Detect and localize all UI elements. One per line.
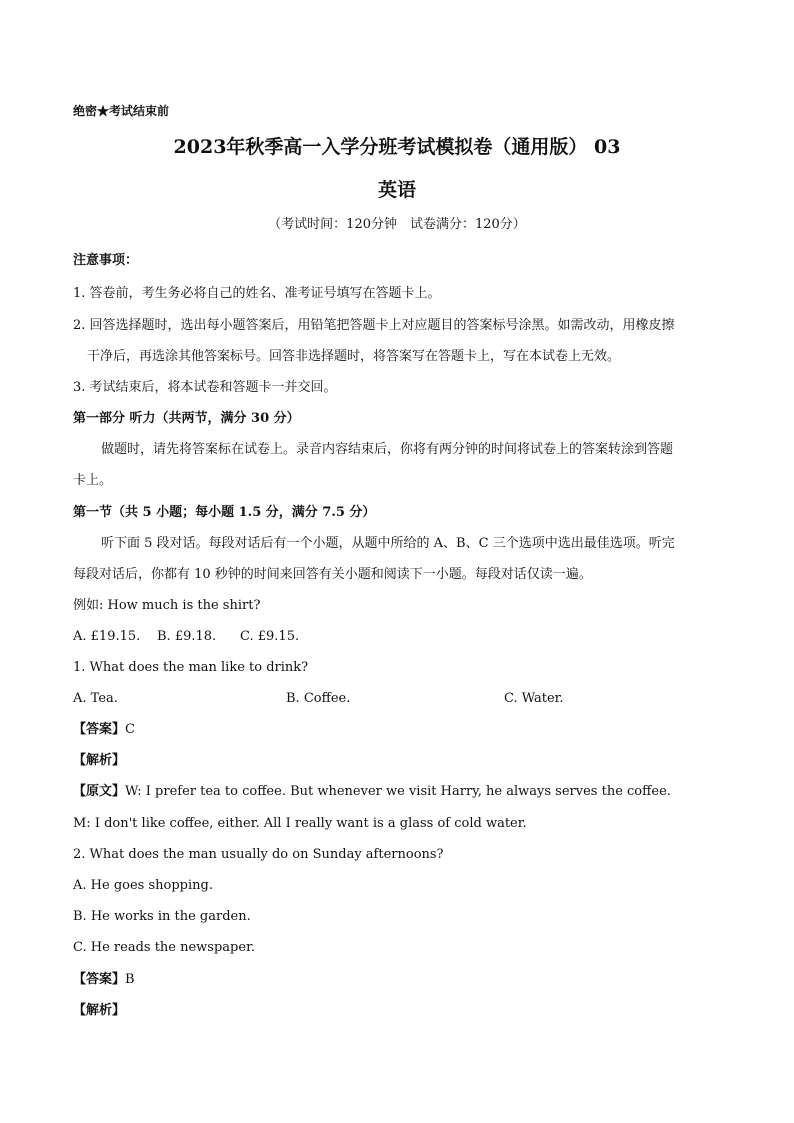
confidential-label: 绝密★考试结束前: [73, 104, 170, 118]
question-2-option-a: A. He goes shopping.: [73, 878, 213, 893]
question-2-answer: [73, 971, 721, 989]
section1-instruction-cont: 每段对话后，你都有 10 秒钟的时间来回答有关小题和阅读下一小题。每段对话仅读一遍。: [73, 567, 592, 582]
question-1-stem: 1. What does the man like to drink?: [73, 660, 309, 675]
subject-title: 英语: [377, 179, 416, 201]
note-item-2: 2. 回答选择题时，选出每小题答案后，用铅笔把答题卡上对应题目的答案标号涂黑。如需改动，用橡皮擦: [73, 318, 675, 333]
part1-instruction-cont: 卡上。: [73, 473, 113, 488]
notes-heading: 注意事项：: [73, 253, 139, 268]
question-2-option-c: C. He reads the newspaper.: [73, 940, 255, 955]
time-info: （考试时间：120分钟 试卷满分：120分）: [268, 217, 526, 232]
answer-value: B: [125, 972, 135, 987]
note-item-3: 3. 考试结束后，将本试卷和答题卡一并交回。: [73, 380, 337, 395]
question-1-transcript: [73, 783, 721, 801]
question-1-analysis-tag: 【解析】: [73, 753, 126, 768]
example-option-b: B. £9.18.: [157, 629, 217, 644]
note-item-1: 1. 答卷前，考生务必将自己的姓名、准考证号填写在答题卡上。: [73, 286, 441, 301]
transcript-tag: 【原文】: [73, 784, 126, 799]
part1-heading: 第一部分 听力（共两节，满分 30 分）: [73, 411, 300, 426]
example-option-c: C. £9.15.: [240, 629, 300, 644]
answer-tag: 【答案】: [73, 972, 126, 987]
question-2-option-b: B. He works in the garden.: [73, 909, 251, 924]
question-1-option-c: C. Water.: [504, 691, 564, 706]
transcript-line-1: W: I prefer tea to coffee. But whenever we visit Harry, he always serves the coffee.: [125, 784, 671, 799]
section1-heading: 第一节（共 5 小题；每小题 1.5 分，满分 7.5 分）: [73, 505, 376, 520]
question-2-analysis-tag: 【解析】: [73, 1003, 126, 1018]
part1-instruction: 做题时，请先将答案标在试卷上。录音内容结束后，你将有两分钟的时间将试卷上的答案转涂到答题: [101, 442, 674, 457]
exam-title: 2023年秋季高一入学分班考试模拟卷（通用版） 03: [173, 136, 621, 158]
example-question: 例如: How much is the shirt?: [73, 598, 261, 613]
answer-tag: 【答案】: [73, 722, 126, 737]
answer-value: C: [125, 722, 135, 737]
question-1-answer: [73, 721, 721, 739]
question-1-option-a: A. Tea.: [73, 691, 118, 706]
note-item-2-cont: 干净后，再选涂其他答案标号。回答非选择题时，将答案写在答题卡上，写在本试卷上无效。: [87, 349, 621, 364]
example-option-a: A. £19.15.: [73, 629, 141, 644]
question-1-option-b: B. Coffee.: [286, 691, 351, 706]
question-1-transcript-line-2: M: I don't like coffee, either. All I really want is a glass of cold water.: [73, 816, 527, 831]
question-2-stem: 2. What does the man usually do on Sunday afternoons?: [73, 847, 444, 862]
section1-instruction: 听下面 5 段对话。每段对话后有一个小题，从题中所给的 A、B、C 三个选项中选出最佳选项。听完: [101, 536, 675, 551]
